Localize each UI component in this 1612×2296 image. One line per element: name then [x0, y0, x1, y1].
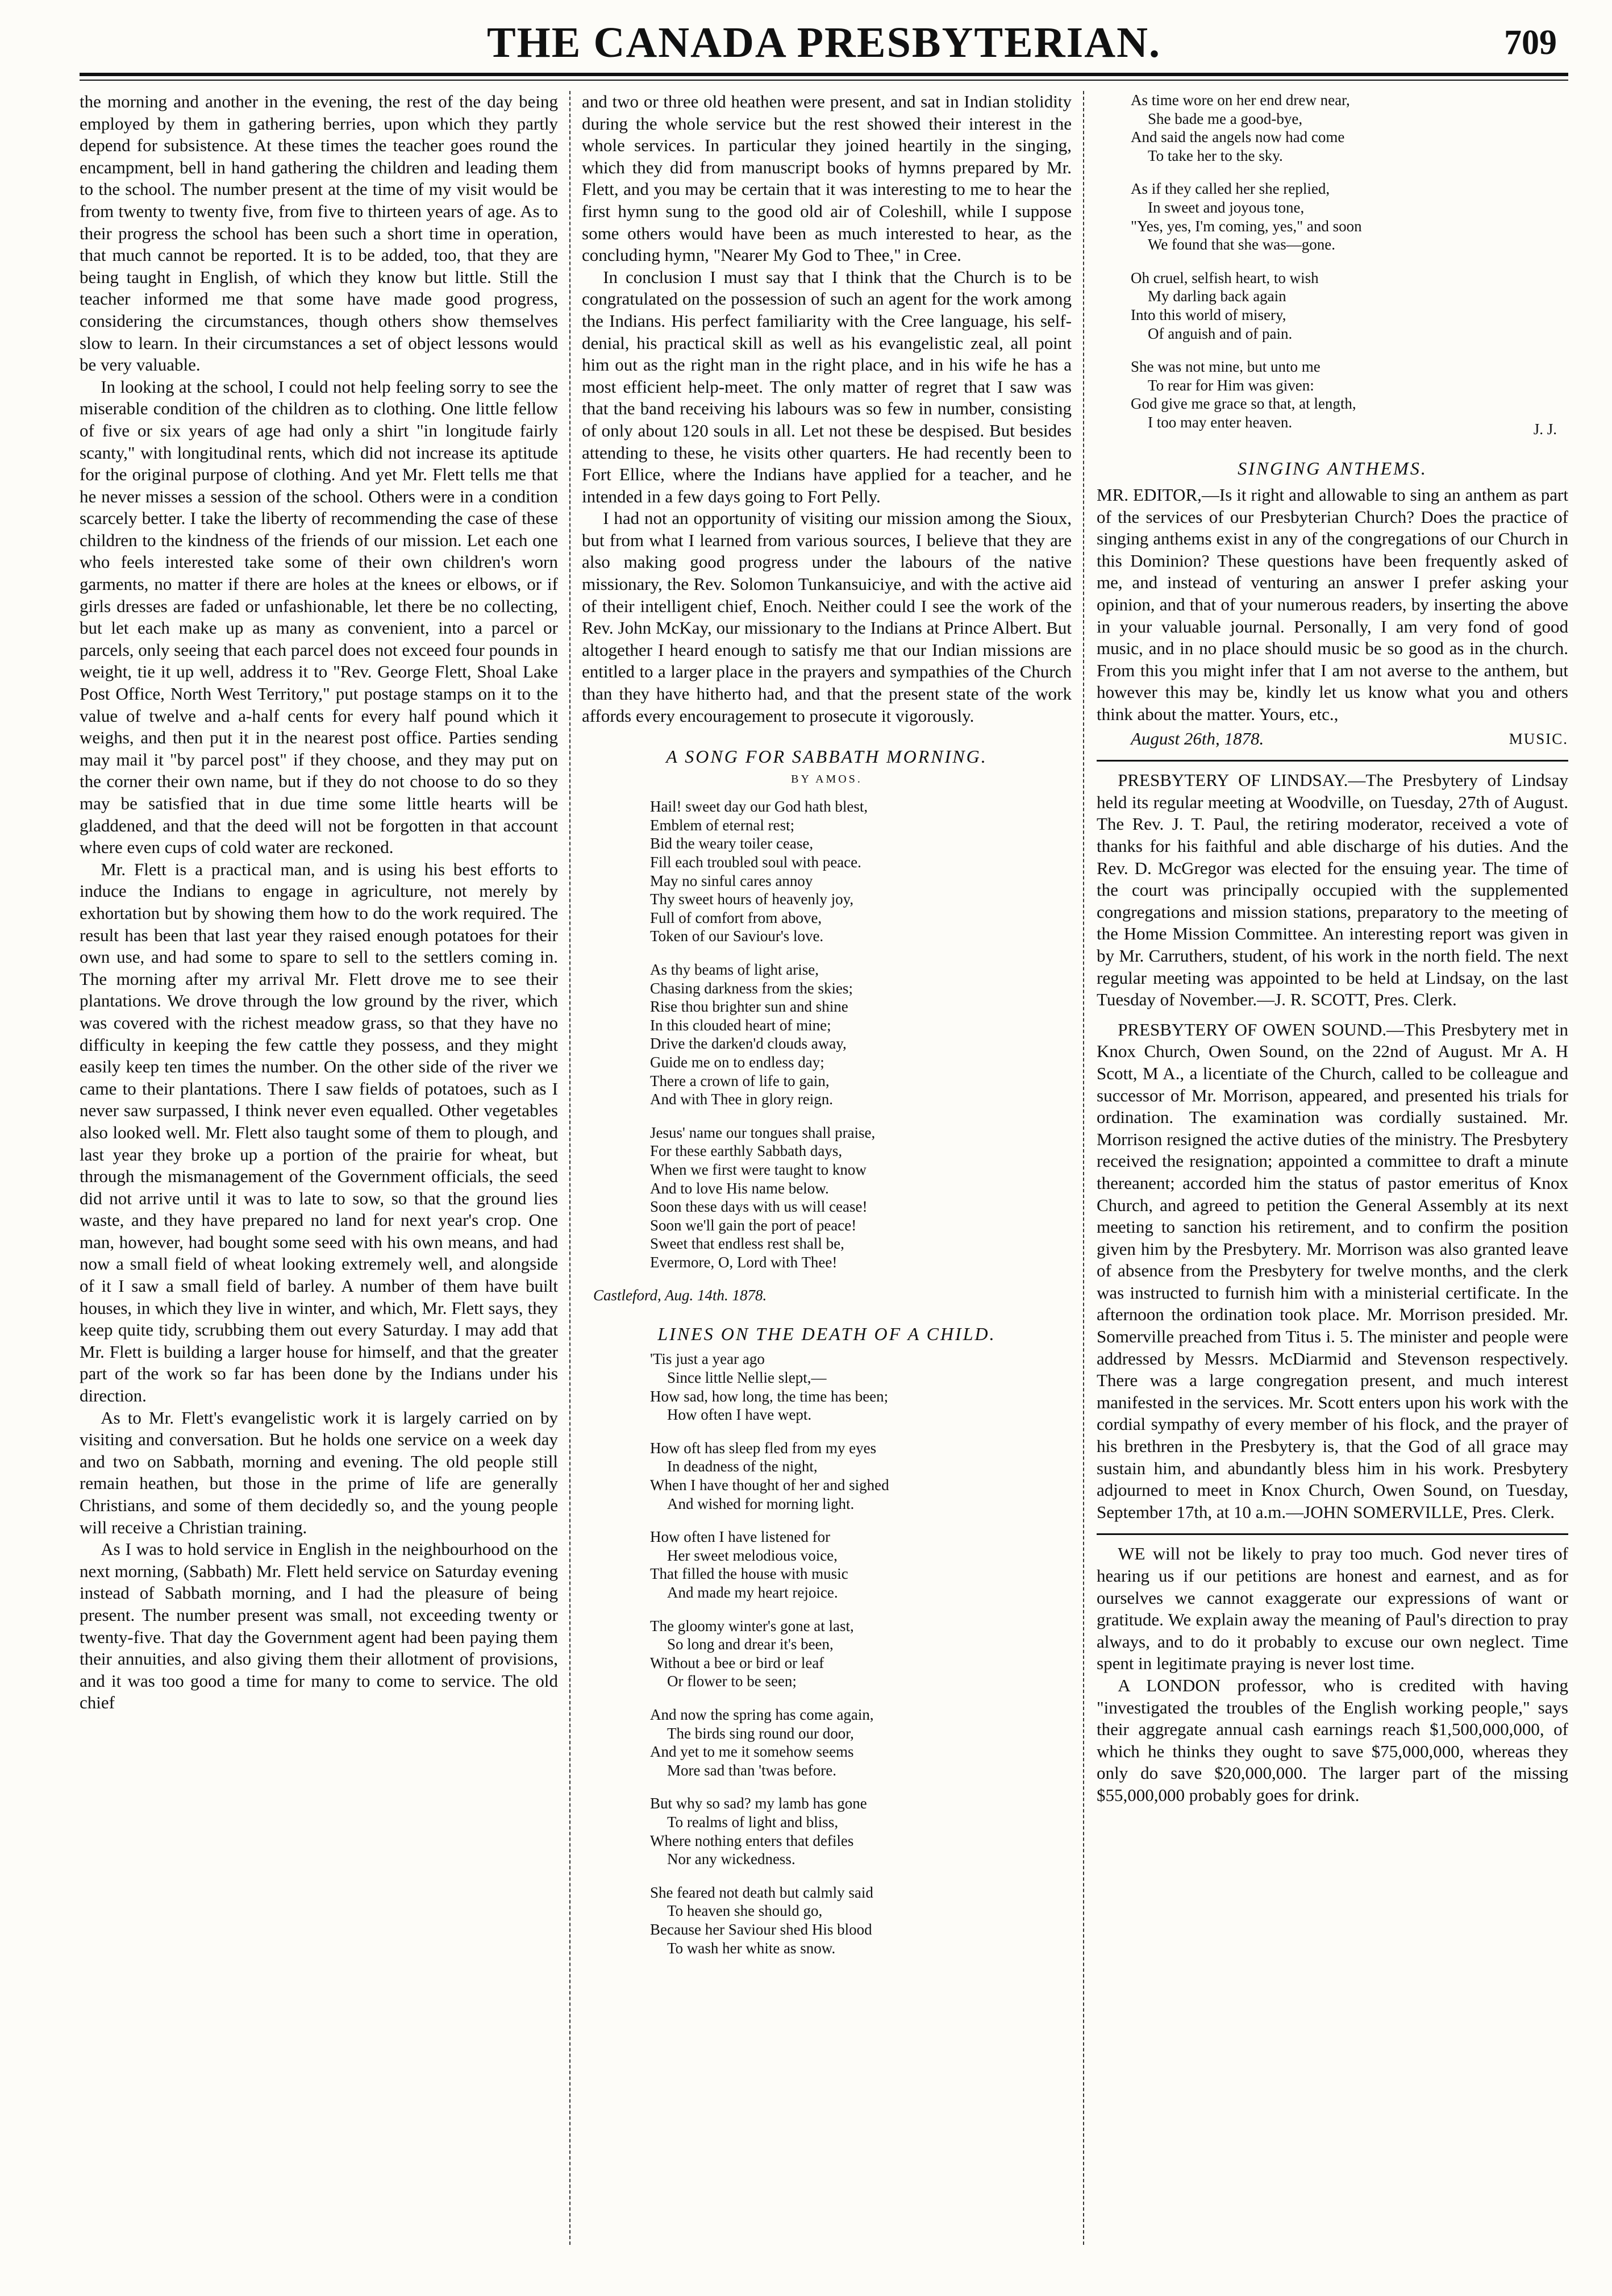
verse-line: And said the angels now had come: [1131, 128, 1345, 146]
verse-line: To take her to the sky.: [1148, 147, 1283, 164]
verse-line: Emblem of eternal rest;: [650, 816, 795, 834]
paragraph: As I was to hold service in English in the neighbourhood on the next morning, (Sabbath) Mr. Flett held service on Saturday evening instead of Sabbath morning, and I had the pleasure of being present. The number present was small, not exceeding twenty or twenty-five. That day the Government agent had been paying them their annuities, and also giving them their allotment of provisions, and it was too good a time for many to come to service. The old chief: [80, 1539, 558, 1713]
paragraph: and two or three old heathen were present, and sat in Indian stolidity during the whole service but the rest showed their interest in the whole services. In particular they joined heartily in the singing, which they did from manuscript books of hymns prepared by Mr. Flett, and you may be certain that it was interesting to me to hear the first hymn sung to the good old air of Coleshill, while I suppose some others would have been as much interested to hear, as the concluding hymn, "Nearer My God to Thee," in Cree.: [582, 91, 1072, 265]
verse-line: How oft has sleep fled from my eyes: [650, 1439, 877, 1457]
verse-line: The gloomy winter's gone at last,: [650, 1617, 854, 1634]
page-number: 709: [1504, 23, 1557, 62]
verse-line: In deadness of the night,: [667, 1458, 818, 1475]
anthems-title: SINGING ANTHEMS.: [1238, 458, 1427, 479]
verse-line: Where nothing enters that defiles: [650, 1832, 854, 1849]
verse-line: Thy sweet hours of heavenly joy,: [650, 891, 854, 908]
anthems-signature: MUSIC.: [1509, 730, 1568, 747]
verse-line: Sweet that endless rest shall be,: [650, 1235, 844, 1253]
stanza: [650, 797, 1072, 946]
verse-line: We found that she was—gone.: [1148, 236, 1335, 253]
verse-line: And with Thee in glory reign.: [650, 1091, 833, 1108]
stanza: [650, 960, 1072, 1109]
verse-line: Jesus' name our tongues shall praise,: [650, 1124, 876, 1141]
verse-line: Bid the weary toiler cease,: [650, 835, 814, 852]
verse-line: I too may enter heaven.: [1148, 413, 1293, 431]
stanza: [650, 1883, 1072, 1957]
lindsay-lead: PRESBYTERY OF LINDSAY.: [1118, 770, 1348, 791]
verse-line: How often I have wept.: [667, 1406, 812, 1424]
owen-sound-body: —This Presbytery met in Knox Church, Owen Sound, on the 22nd of August. Mr A. H Scott, M A., a licentiate of the Church, called to be colleague and successor of Mr. Morrison, appeared, and presented his trials for ordination. The examination was cordially sustained. Mr. Morrison resigned the active duties of the ministry. The Presbytery received the resignation; appointed a committee to draft a minute thereanent; accorded him the status of pastor emeritus of Knox Church, and agreed to petition the General Assembly at its next meeting to sanction his retirement, and to confirm the position given him by the Presbytery. Mr. Morrison was also granted leave of absence from the Presbytery for twelve months, and the clerk was instructed to furnish him with a ministerial certificate. In the afternoon the ordination took place. Mr. Morrison presided. Mr. Somerville preached from Titus i. 5. The minister and people were addressed by Messrs. McDiarmid and Stevenson respectively. There was a large congregation present, and much interest manifested in the services. Mr. Scott enters upon his work with the cordial sympathy of every member of his flock, and the prayer of his brethren in the Presbytery is, that the God of all grace may sustain him, and abundantly bless him in his work. Presbytery adjourned to meet in Knox Church, Owen Sound, on Tuesday, September 17th, at 10 a.m.—JOHN SOMERVILLE, Pres. Clerk.: [1097, 1019, 1569, 1522]
verse-line: And wished for morning light.: [667, 1495, 855, 1512]
anthems-date-line: [1097, 728, 1568, 750]
verse-line: To realms of light and bliss,: [667, 1813, 839, 1831]
verse-line: Soon we'll gain the port of peace!: [650, 1216, 857, 1234]
lines-title: LINES ON THE DEATH OF A CHILD.: [657, 1324, 996, 1345]
verse-line: There a crown of life to gain,: [650, 1072, 830, 1089]
verse-line: She feared not death but calmly said: [650, 1883, 873, 1901]
verse-line: She bade me a good-bye,: [1148, 110, 1303, 127]
column-divider: [1083, 91, 1084, 2245]
verse-line: And made my heart rejoice.: [667, 1584, 838, 1601]
column-divider: [569, 91, 570, 2245]
header-rule-thin: [80, 80, 1568, 81]
verse-line: Because her Saviour shed His blood: [650, 1920, 872, 1938]
column-2: [582, 91, 1072, 1972]
song-byline: BY AMOS.: [791, 773, 863, 786]
verse-line: Of anguish and of pain.: [1148, 325, 1293, 342]
column-3: [1097, 91, 1568, 1807]
verse-line: Guide me on to endless day;: [650, 1053, 824, 1071]
verse-line: When we first were taught to know: [650, 1161, 867, 1178]
paragraph: I had not an opportunity of visiting our mission among the Sioux, but from what I learned from various sources, I believe that they are also making good progress under the labours of the native missionary, the Rev. Solomon Tunkansuiciye, and with the active aid of their intelligent chief, Enoch. Neither could I see the work of the Rev. John McKay, our missionary to the Indians at Prince Albert. But altogether I heard enough to satisfy me that our Indian missions are entitled to a larger place in the prayers and sympathies of the Church than they have hitherto had, and that the present state of the work affords every encouragement to prosecute it vigorously.: [582, 508, 1072, 726]
verse-line: That filled the house with music: [650, 1565, 848, 1583]
verse-line: Drive the darken'd clouds away,: [650, 1035, 847, 1053]
anthems-date: August 26th, 1878.: [1131, 728, 1264, 748]
verse-line: But why so sad? my lamb has gone: [650, 1795, 867, 1812]
verse-line: Hail! sweet day our God hath blest,: [650, 798, 868, 816]
verse-line: Token of our Saviour's love.: [650, 927, 824, 945]
lines-stanzas: [582, 1350, 1072, 1957]
stanza: [650, 1124, 1072, 1272]
verse-line: Her sweet melodious voice,: [667, 1546, 838, 1564]
verse-line: When I have thought of her and sighed: [650, 1476, 889, 1494]
verse-line: To rear for Him was given:: [1148, 376, 1314, 394]
london-paragraph: A LONDON professor, who is credited with having "investigated the troubles of the English working people," says their aggregate annual cash earnings reach $1,500,000,000, of which he thinks they ought to save $75,000,000, whereas they only do save $20,000,000. The larger part of the missing $55,000,000 probably goes for drink.: [1097, 1675, 1568, 1805]
verse-line: Fill each troubled soul with peace.: [650, 854, 861, 871]
prayer-paragraph: WE will not be likely to pray too much. God never tires of hearing us if our petitions are honest and earnest, and as for ourselves we cannot exaggerate our expressions of want or gratitude. We explain away the meaning of Paul's direction to pray always, and to do it probably to excuse our own neglect. Time spent in legitimate praying is never lost time.: [1097, 1544, 1568, 1674]
section-rule: [1097, 1533, 1568, 1535]
verse-line: As thy beams of light arise,: [650, 960, 819, 978]
poem-continuation: [1097, 91, 1568, 432]
verse-line: As time wore on her end drew near,: [1131, 91, 1350, 109]
owen-sound-report: [1097, 1019, 1568, 1524]
verse-line: In sweet and joyous tone,: [1148, 198, 1305, 216]
verse-line: The birds sing round our door,: [667, 1724, 854, 1742]
stanza: [650, 1794, 1072, 1868]
verse-line: How often I have listened for: [650, 1528, 831, 1546]
stanza: [650, 1617, 1072, 1691]
verse-line: How sad, how long, the time has been;: [650, 1387, 889, 1405]
poem-signature: J. J.: [1533, 420, 1557, 438]
verse-line: Without a bee or bird or leaf: [650, 1654, 824, 1671]
verse-line: Or flower to be seen;: [667, 1673, 797, 1690]
stanza: [1131, 269, 1568, 343]
masthead: THE CANADA PRESBYTERIAN.: [486, 19, 1161, 66]
verse-line: Soon these days with us will cease!: [650, 1198, 868, 1216]
column-1: [80, 91, 558, 1714]
page-header: [80, 11, 1568, 74]
verse-line: In this clouded heart of mine;: [650, 1016, 831, 1034]
verse-line: Since little Nellie slept,—: [667, 1369, 827, 1387]
stanza: [650, 1706, 1072, 1779]
verse-line: 'Tis just a year ago: [650, 1350, 765, 1368]
paragraph: In looking at the school, I could not help feeling sorry to see the miserable condition of the children as to clothing. One little fellow of five or six years of age had only a shirt "in longitude fairly scanty," with longitudinal rents, which did not increase its aptitude for the original purpose of clothing. And yet Mr. Flett tells me that he never misses a session of the school. Others were in a condition scarcely better. I take the liberty of recommending the case of these children to the kindness of the friends of our mission. Let each one who feels interested take some of their own children's worn garments, no matter if there are holes at the knees or elbows, or if girls dresses are faded or unfashionable, let there be no collecting, but let each make up as many as convenient, into a parcel or parcels, only seeing that each parcel does not exceed four pounds in weight, tie it up well, address it to "Rev. George Flett, Shoal Lake Post Office, North West Territory," put postage stamps on it to the value of twelve and a-half cents for every half pound which it weighs, and then put it in the nearest post office. Parties sending may mail it "by parcel post" if they choose, and they may put on the corner their own name, but if they do not choose to do so they may be satisfied that in due time some little hearts will be gladdened, and that the deed will not be forgotten in that account where even cups of cold water are reckoned.: [80, 376, 558, 858]
owen-sound-lead: PRESBYTERY OF OWEN SOUND.: [1118, 1019, 1387, 1039]
verse-line: To wash her white as snow.: [667, 1939, 836, 1957]
stanza: [650, 1350, 1072, 1424]
song-dateline: Castleford, Aug. 14th. 1878.: [593, 1287, 767, 1304]
verse-line: Full of comfort from above,: [650, 909, 822, 926]
verse-line: She was not mine, but unto me: [1131, 358, 1321, 376]
verse-line: So long and drear it's been,: [667, 1636, 834, 1653]
paragraph: In conclusion I must say that I think that the Church is to be congratulated on the possession of such an agent for the work among the Indians. His perfect familiarity with the Cree language, his self-denial, his practical skill as well as his evangelistic zeal, all point him out as the right man in the right place, and in his wife he has a most efficient help-meet. The only matter of regret that I saw was that the band receiving his labours was so few in number, consisting of only about 120 souls in all. Let not these be despised. But besides attending to these, he visits other quarters. He had recently been to Fort Ellice, where the Indians have applied for a teacher, and he intended in a few days going to Fort Pelly.: [582, 267, 1072, 506]
verse-line: Oh cruel, selfish heart, to wish: [1131, 269, 1319, 286]
stanza: [1131, 91, 1568, 165]
verse-line: May no sinful cares annoy: [650, 872, 813, 889]
verse-line: And yet to me it somehow seems: [650, 1743, 854, 1761]
verse-line: Into this world of misery,: [1131, 306, 1286, 323]
song-title: A SONG FOR SABBATH MORNING.: [666, 746, 988, 767]
verse-line: To heaven she should go,: [667, 1902, 823, 1920]
stanza: [1131, 180, 1568, 253]
verse-line: Chasing darkness from the skies;: [650, 979, 853, 997]
verse-line: And now the spring has come again,: [650, 1706, 874, 1723]
verse-line: My darling back again: [1148, 288, 1286, 305]
song-stanzas: [582, 797, 1072, 1271]
verse-line: Nor any wickedness.: [667, 1850, 795, 1868]
paragraph: Mr. Flett is a practical man, and is using his best efforts to induce the Indians to engage in agriculture, not merely by exhortation but by showing them how to do the work required. The result has been that last year they raised enough potatoes for their own use, and had some to spare to sell to the settlers coming in. The morning after my arrival Mr. Flett drove me to see their plantations. We drove through the low ground by the river, which was covered with the richest meadow grass, so that they have no difficulty in keeping the few cattle they possess, and they might easily keep ten times the number. On the other side of the river we came to their plantations. There I saw fields of potatoes, such as I never saw surpassed, I think never even equalled. Other vegetables also looked well. Mr. Flett also taught some of them to plough, and last year they broke up a portion of the prairie for wheat, but through the mismanagement of the Government officials, the seed did not arrive until it was to late to sow, so that the ground lies waste, and they have prepared no land for next year's crop. One man, however, had bought some seed with his own means, and had now a small field of wheat looking extremely well, and alongside of it I saw a small field of barley. A number of them have built houses, in which they live in winter, and which, Mr. Flett says, they keep quite tidy, scrubbing them out every Saturday. I may add that Mr. Flett is building a larger house for himself, and that the greater part of the work so far has been done by the Indians under his direction.: [80, 859, 558, 1406]
verse-line: Rise thou brighter sun and shine: [650, 998, 848, 1016]
stanza: [650, 1528, 1072, 1602]
verse-line: And to love His name below.: [650, 1179, 829, 1197]
verse-line: As if they called her she replied,: [1131, 180, 1330, 198]
stanza: [650, 1439, 1072, 1513]
anthems-letter: MR. EDITOR,—Is it right and allowable to sing an anthem as part of the services of our Presbyterian Church? Does the practice of singing anthems exist in any of the congregations of our Church in this Dominion? These questions have been frequently asked of me, and instead of venturing an answer I prefer asking your opinion, and that of your numerous readers, by inserting the above in your valuable journal. Personally, I am very fond of good music, and in no place should music be so good as in the church. From this you might infer that I am not averse to the anthem, but however this may be, kindly let us know what you and others think about the matter. Yours, etc.,: [1097, 485, 1568, 725]
verse-line: "Yes, yes, I'm coming, yes," and soon: [1131, 217, 1362, 235]
lindsay-body: —The Presbytery of Lindsay held its regular meeting at Woodville, on Tuesday, 27th of August. The Rev. J. T. Paul, the retiring moderator, received a vote of thanks for his faithful and able discharge of his duties. And the Rev. D. McGregor was elected for the ensuing year. The time of the court was principally occupied with the supplemented congregations and mission stations, preparatory to the meeting of the Home Mission Committee. An interesting report was given in by Mr. Carruthers, student, of his work in the north field. The next regular meeting was appointed to be held at Lindsay, on the last Tuesday of November.—J. R. SCOTT, Pres. Clerk.: [1097, 770, 1568, 1010]
verse-line: For these earthly Sabbath days,: [650, 1142, 843, 1160]
verse-line: God give me grace so that, at length,: [1131, 395, 1356, 413]
section-rule: [1097, 760, 1568, 762]
header-rule-thick: [80, 73, 1568, 76]
paragraph: the morning and another in the evening, the rest of the day being employed by them in gathering berries, upon which they partly depend for subsistence. At these times the teacher goes round the encampment, bell in hand gathering the children and leading them to the school. The number present at the time of my visit would be from twenty to twenty five, from five to thirteen years of age. As to their progress the school has been such a short time in operation, that much cannot be reported. It is to be added, too, that they are being taught in English, of which they know but little. Still the teacher informed me that some have made good progress, considering the circumstances, though others show themselves slow to learn. In their circumstances a set of object lessons would be very valuable.: [80, 91, 558, 375]
paragraph: As to Mr. Flett's evangelistic work it is largely carried on by visiting and conversation. But he holds one service on a week day and two on Sabbath, morning and evening. The old people still remain heathen, but those in the prime of life are generally Christians, and some of them decidedly so, and the young people will receive a Christian training.: [80, 1407, 558, 1537]
verse-line: More sad than 'twas before.: [667, 1761, 837, 1779]
lindsay-report: [1097, 770, 1568, 1011]
verse-line: Evermore, O, Lord with Thee!: [650, 1253, 838, 1271]
